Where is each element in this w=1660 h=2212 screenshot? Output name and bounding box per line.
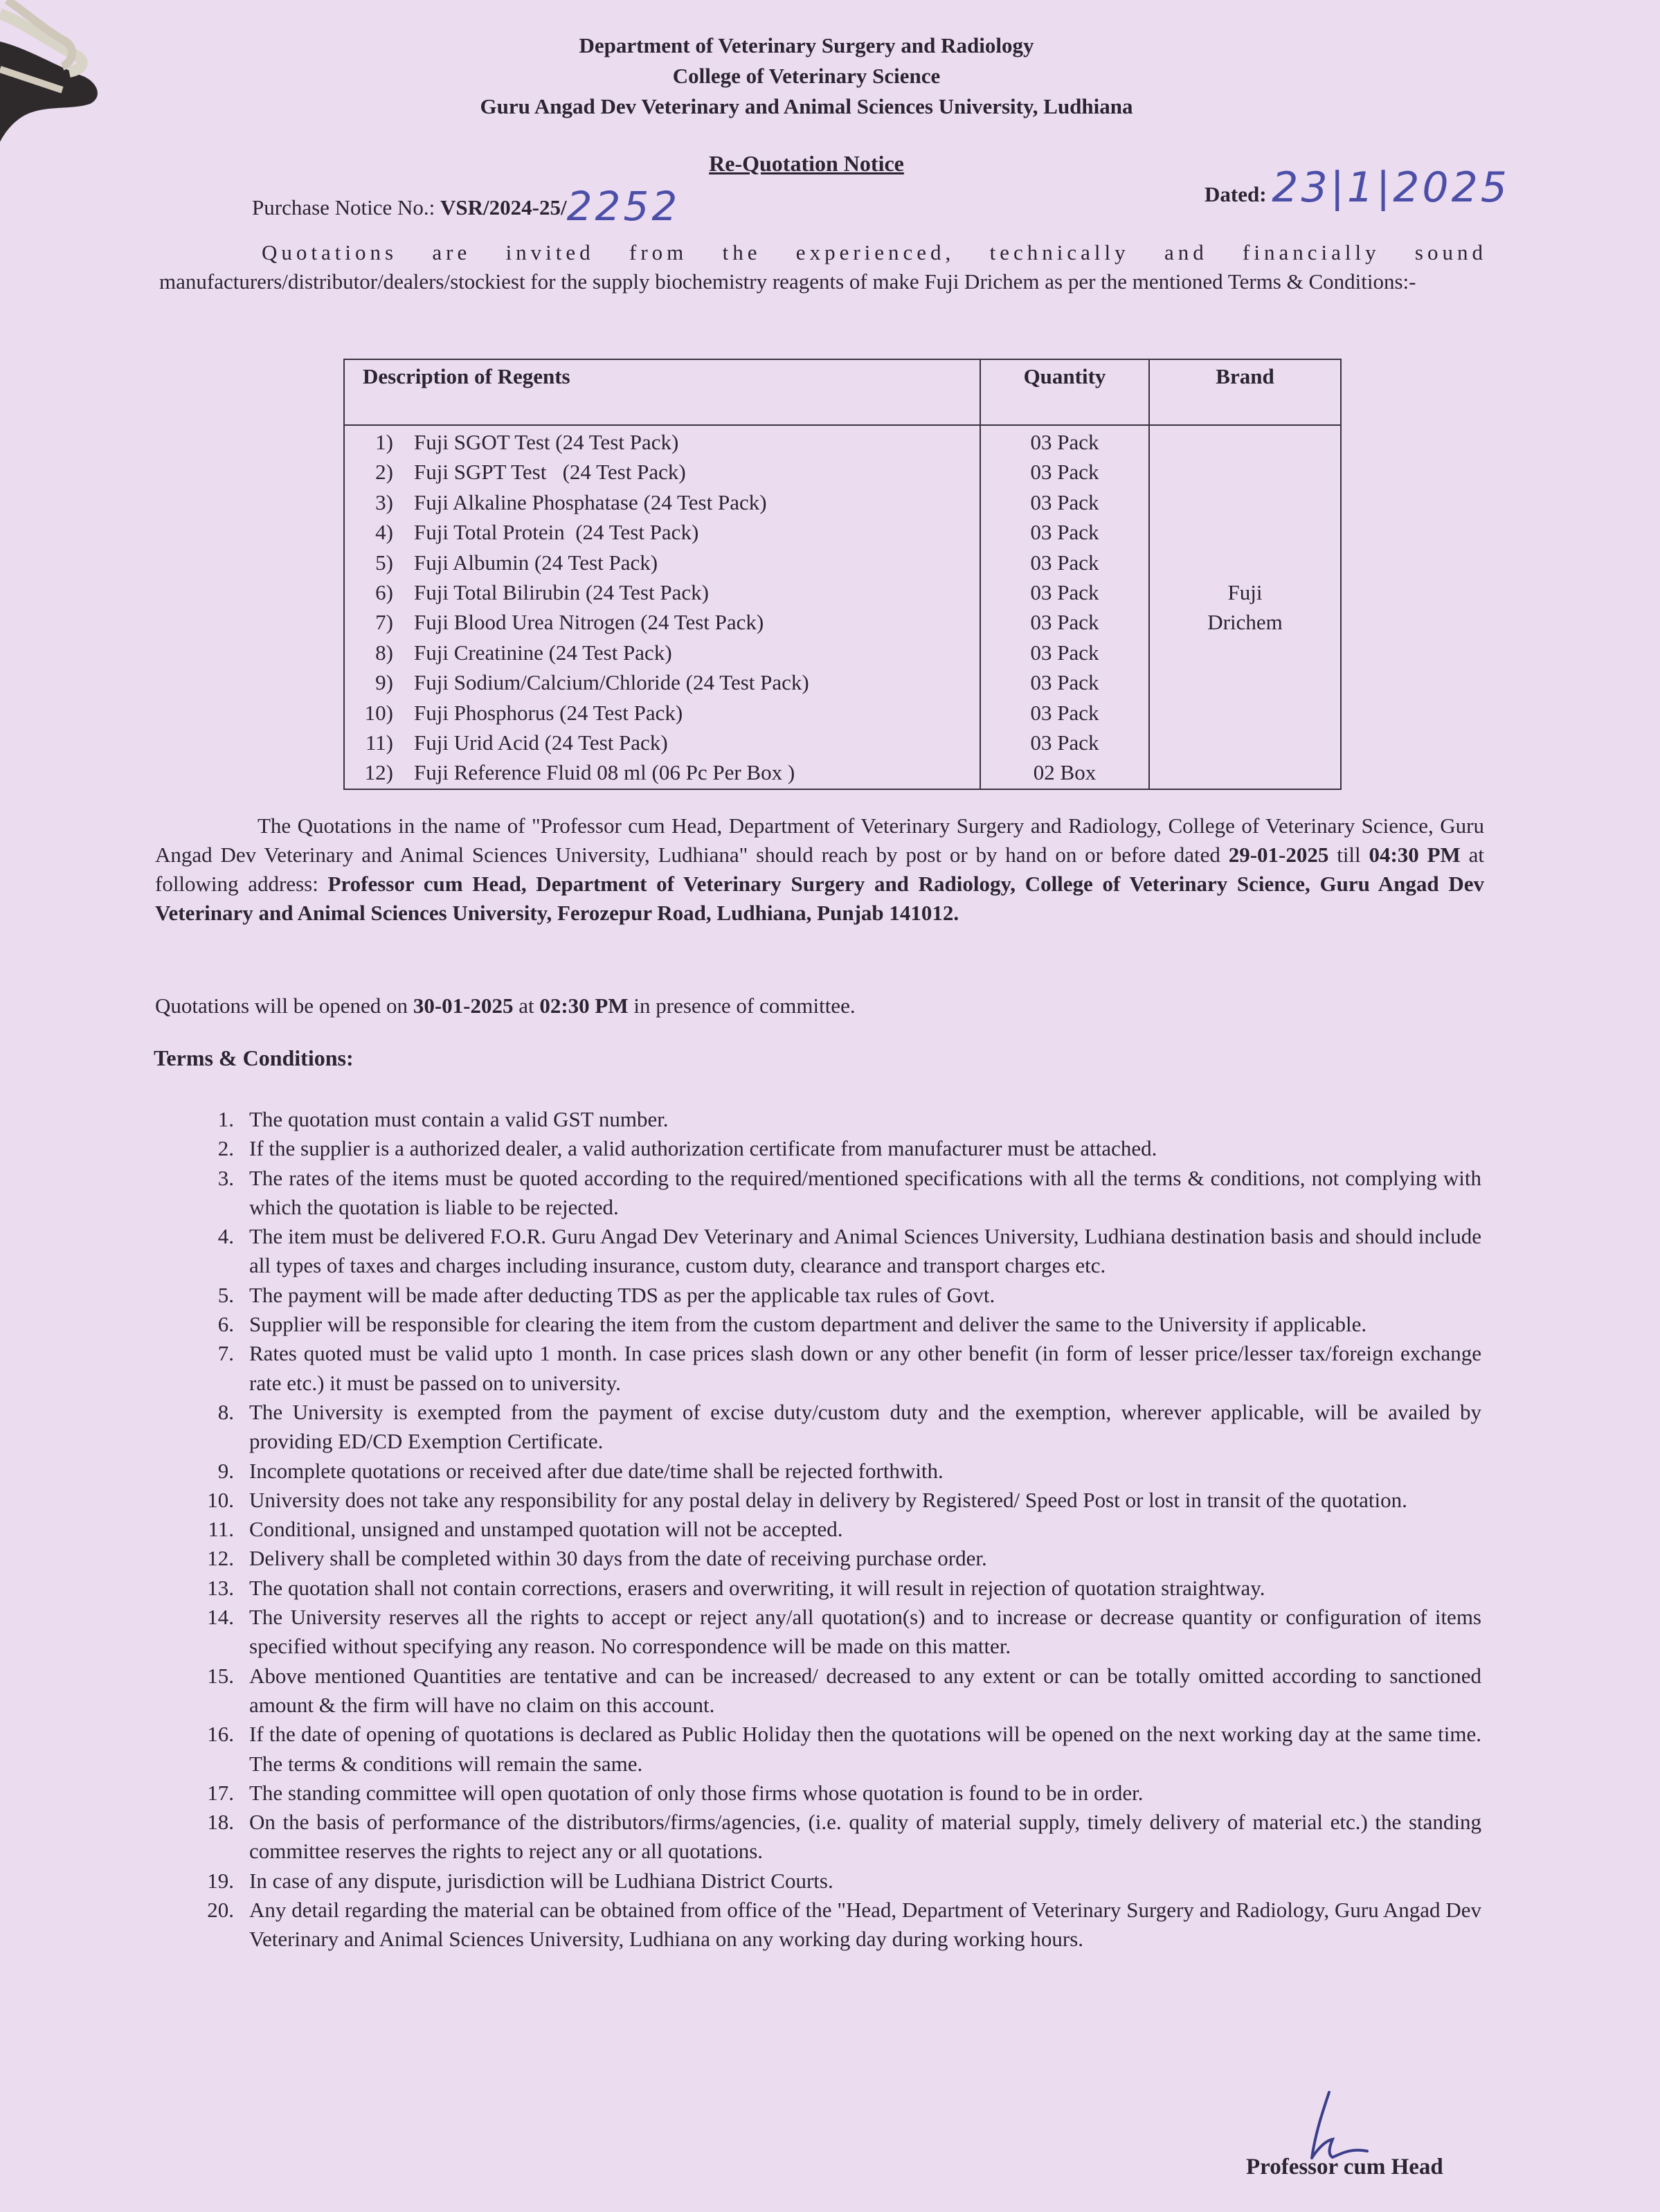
- reagent-number: 6): [375, 579, 393, 604]
- opening-paragraph: [155, 991, 1484, 1020]
- term-text: If the supplier is a authorized dealer, a valid authorization certificate from manufacturer must be attached.: [249, 1136, 1157, 1161]
- term-text: University does not take any responsibility for any postal delay in delivery by Registered/ Speed Post or lost in transit of the quotation.: [249, 1487, 1407, 1512]
- reagent-quantity: 03 Pack: [1030, 550, 1099, 575]
- reagent-description: Fuji Phosphorus (24 Test Pack): [414, 700, 683, 725]
- submission-paragraph: [155, 811, 1484, 928]
- term-item: [201, 1398, 1481, 1457]
- term-item: [201, 1720, 1481, 1779]
- term-item: [201, 1544, 1481, 1573]
- term-number: 1.: [217, 1107, 234, 1131]
- reagent-row: [356, 548, 979, 577]
- header-description: Description of Regents: [344, 359, 980, 425]
- term-number: 9.: [217, 1458, 234, 1483]
- submission-till: till: [1328, 843, 1369, 867]
- term-text: The University is exempted from the payment of excise duty/custom duty and the exemption, wherever applicable, will be availed by providing ED/CD Exemption Certificate.: [249, 1399, 1481, 1454]
- term-text: The University reserves all the rights to accept or reject any/all quotation(s) and to increase or decrease quantity or configuration of items specified without specifying any reason. No correspondence will be made on this matter.: [249, 1605, 1481, 1659]
- reagent-description: Fuji Sodium/Calcium/Chloride (24 Test Pack): [414, 670, 809, 695]
- reagent-row: [356, 517, 979, 547]
- dated-label: Dated:: [1205, 182, 1267, 206]
- term-text: On the basis of performance of the distributors/firms/agencies, (i.e. quality of material supply, timely delivery of material etc.) the standing committee reserves the rights to reject any or all quotations.: [249, 1810, 1481, 1864]
- submission-address: Professor cum Head, Department of Veterinary Surgery and Radiology, College of Veterinary Science, Guru Angad Dev Veterinary and Animal Sciences University, Ferozepur Road, Ludhiana, Punjab 141012.: [155, 872, 1484, 925]
- header-department: Department of Veterinary Surgery and Radiology: [579, 33, 1034, 57]
- submission-date: 29-01-2025: [1228, 843, 1329, 867]
- reagent-quantity: 03 Pack: [1030, 670, 1099, 695]
- term-item: [201, 1779, 1481, 1808]
- header-university: Guru Angad Dev Veterinary and Animal Sciences University, Ludhiana: [480, 94, 1133, 118]
- reagent-row: [356, 577, 979, 607]
- term-text: The quotation must contain a valid GST number.: [249, 1107, 669, 1131]
- submission-text: The Quotations in the name of "Professor cum Head, Department of Veterinary Surgery and Radiology, College of Veterinary Science, Guru Angad Dev Veterinary and Animal Sciences University, Ludhiana" should reach by post or by hand on or before dated: [155, 813, 1484, 867]
- term-text: Conditional, unsigned and unstamped quotation will not be accepted.: [249, 1517, 843, 1542]
- term-text: Any detail regarding the material can be obtained from office of the "Head, Department of Veterinary Surgery and Radiology, Guru Angad Dev Veterinary and Animal Sciences University, Ludhiana on any working day during working hours.: [249, 1898, 1481, 1952]
- reagent-number: 5): [375, 550, 393, 575]
- term-number: 6.: [217, 1312, 234, 1337]
- term-item: [201, 1164, 1481, 1223]
- header-quantity: Quantity: [980, 359, 1149, 425]
- term-item: [201, 1281, 1481, 1310]
- intro-line-1: Quotations are invited from the experienced, technically and financially sound: [262, 240, 1487, 264]
- term-item: [201, 1574, 1481, 1603]
- opening-text-2: in presence of committee.: [628, 993, 856, 1018]
- term-number: 20.: [207, 1898, 234, 1923]
- term-text: Supplier will be responsible for clearing the item from the custom department and deliver the same to the University if applicable.: [249, 1312, 1367, 1337]
- term-text: Delivery shall be completed within 30 days from the date of receiving purchase order.: [249, 1546, 987, 1571]
- reagent-description: Fuji Total Protein (24 Test Pack): [414, 520, 699, 545]
- term-number: 4.: [217, 1224, 234, 1249]
- term-text: Rates quoted must be valid upto 1 month. In case prices slash down or any other benefit (in form of lesser price/lesser tax/foreign exchange rate etc.) it must be passed on to university.: [249, 1341, 1481, 1395]
- term-item: [201, 1457, 1481, 1486]
- reagent-description: Fuji Reference Fluid 08 ml (06 Pc Per Box ): [414, 760, 795, 785]
- term-number: 15.: [207, 1663, 234, 1688]
- intro-rest: manufacturers/distributor/dealers/stockiest for the supply biochemistry reagents of make Fuji Drichem as per the mentioned Terms & Conditions:-: [159, 269, 1416, 294]
- term-text: The rates of the items must be quoted according to the required/mentioned specifications with all the terms & conditions, not complying with which the quotation is liable to be rejected.: [249, 1165, 1481, 1219]
- term-number: 12.: [207, 1546, 234, 1571]
- reagent-number: 3): [375, 489, 393, 514]
- reagent-quantity: 03 Pack: [1030, 700, 1099, 725]
- term-number: 3.: [217, 1165, 234, 1190]
- submission-time: 04:30 PM: [1369, 843, 1461, 867]
- reagent-row: [356, 638, 979, 667]
- term-text: The item must be delivered F.O.R. Guru Angad Dev Veterinary and Animal Sciences University, Ludhiana destination basis and should include all types of taxes and charges including insurance, custom duty, clearance and transport charges etc.: [249, 1224, 1481, 1278]
- reagent-number: 4): [375, 520, 393, 545]
- term-item: [201, 1515, 1481, 1544]
- notice-title: Re-Quotation Notice: [709, 151, 904, 176]
- term-text: Incomplete quotations or received after due date/time shall be rejected forthwith.: [249, 1458, 944, 1483]
- brand-name: Fuji Drichem: [1207, 580, 1283, 635]
- purchase-label: Purchase Notice No.:: [252, 195, 441, 219]
- purchase-notice-number: [252, 177, 680, 230]
- intro-paragraph: [159, 238, 1487, 296]
- header-brand: Brand: [1149, 359, 1341, 425]
- term-item: [201, 1662, 1481, 1720]
- opening-time: 02:30 PM: [539, 993, 629, 1018]
- reagent-number: 8): [375, 640, 393, 665]
- purchase-prefix: VSR/2024-25/: [440, 195, 567, 219]
- reagent-number: 7): [375, 610, 393, 635]
- reagent-description: Fuji Total Bilirubin (24 Test Pack): [414, 579, 709, 604]
- reagent-description: Fuji Blood Urea Nitrogen (24 Test Pack): [414, 610, 764, 635]
- reagent-description: Fuji Albumin (24 Test Pack): [414, 550, 658, 575]
- term-number: 13.: [207, 1575, 234, 1600]
- term-number: 14.: [207, 1605, 234, 1630]
- term-number: 5.: [217, 1282, 234, 1307]
- term-number: 19.: [207, 1868, 234, 1893]
- reagent-description: Fuji SGOT Test (24 Test Pack): [414, 430, 679, 454]
- purchase-number-handwritten: 2252: [566, 183, 680, 230]
- descriptions-cell: [344, 425, 980, 789]
- reagent-number: 2): [375, 460, 393, 485]
- reagent-row: [356, 698, 979, 728]
- header-college: College of Veterinary Science: [672, 64, 941, 88]
- reagent-number: 10): [364, 700, 393, 725]
- submission-text-2: at following address:: [155, 843, 1484, 896]
- opening-date: 30-01-2025: [413, 993, 514, 1018]
- reagent-number: 12): [364, 760, 393, 785]
- reagent-row: [356, 667, 979, 697]
- term-number: 7.: [217, 1341, 234, 1366]
- signatory-title: Professor cum Head: [1246, 2155, 1443, 2179]
- notice-date: [1205, 163, 1510, 212]
- term-text: The payment will be made after deducting TDS as per the applicable tax rules of Govt.: [249, 1282, 995, 1307]
- term-number: 18.: [207, 1810, 234, 1835]
- reagents-table: [343, 359, 1342, 790]
- term-item: [201, 1603, 1481, 1662]
- reagent-number: 9): [375, 670, 393, 695]
- reagent-quantity: 03 Pack: [1030, 610, 1099, 635]
- term-number: 2.: [217, 1136, 234, 1161]
- term-item: [201, 1867, 1481, 1896]
- term-text: The quotation shall not contain corrections, erasers and overwriting, it will result in rejection of quotation straightway.: [249, 1575, 1265, 1600]
- term-item: [201, 1486, 1481, 1515]
- reagent-number: 11): [365, 730, 393, 755]
- reagent-description: Fuji Creatinine (24 Test Pack): [414, 640, 672, 665]
- terms-heading: Terms & Conditions:: [154, 1045, 354, 1070]
- term-text: If the date of opening of quotations is declared as Public Holiday then the quotations will be opened on the next working day at the same time. The terms & conditions will remain the same.: [249, 1722, 1481, 1776]
- term-number: 8.: [217, 1399, 234, 1424]
- reagent-description: Fuji Alkaline Phosphatase (24 Test Pack): [414, 489, 767, 514]
- reagent-row: [356, 457, 979, 487]
- reagent-row: [356, 728, 979, 757]
- reagent-row: [356, 427, 979, 457]
- term-number: 16.: [207, 1722, 234, 1747]
- reagent-row: [356, 757, 979, 787]
- opening-at: at: [513, 993, 540, 1018]
- term-item: [201, 1310, 1481, 1339]
- brand-cell: [1149, 425, 1341, 789]
- term-item: [201, 1339, 1481, 1398]
- reagent-quantity: 03 Pack: [1030, 640, 1099, 665]
- term-number: 17.: [207, 1780, 234, 1805]
- term-item: [201, 1134, 1481, 1163]
- reagent-quantity: 02 Box: [1033, 760, 1097, 785]
- reagent-quantity: 03 Pack: [1030, 430, 1099, 454]
- term-text: Above mentioned Quantities are tentative and can be increased/ decreased to any extent or can be totally omitted according to sanctioned amount & the firm will have no claim on this account.: [249, 1663, 1481, 1717]
- reagent-quantity: 03 Pack: [1030, 489, 1099, 514]
- term-item: [201, 1105, 1481, 1134]
- term-item: [201, 1808, 1481, 1867]
- term-item: [201, 1896, 1481, 1954]
- reagent-row: [356, 607, 979, 637]
- terms-list: [201, 1105, 1481, 1954]
- reagent-number: 1): [375, 430, 393, 454]
- quantities-cell: [980, 425, 1149, 789]
- reagent-quantity: 03 Pack: [1030, 460, 1099, 485]
- opening-text: Quotations will be opened on: [155, 993, 413, 1018]
- dated-value-handwritten: 23|1|2025: [1272, 163, 1510, 212]
- term-item: [201, 1222, 1481, 1281]
- reagent-description: Fuji SGPT Test (24 Test Pack): [414, 460, 686, 485]
- term-number: 10.: [207, 1487, 234, 1512]
- term-number: 11.: [208, 1517, 234, 1542]
- reagent-quantity: 03 Pack: [1030, 520, 1099, 545]
- reagent-quantity: 03 Pack: [1030, 730, 1099, 755]
- reagent-quantity: 03 Pack: [1030, 579, 1099, 604]
- term-text: The standing committee will open quotation of only those firms whose quotation is found to be in order.: [249, 1780, 1144, 1805]
- term-text: In case of any dispute, jurisdiction will be Ludhiana District Courts.: [249, 1868, 833, 1893]
- reagent-description: Fuji Urid Acid (24 Test Pack): [414, 730, 668, 755]
- reagent-row: [356, 487, 979, 517]
